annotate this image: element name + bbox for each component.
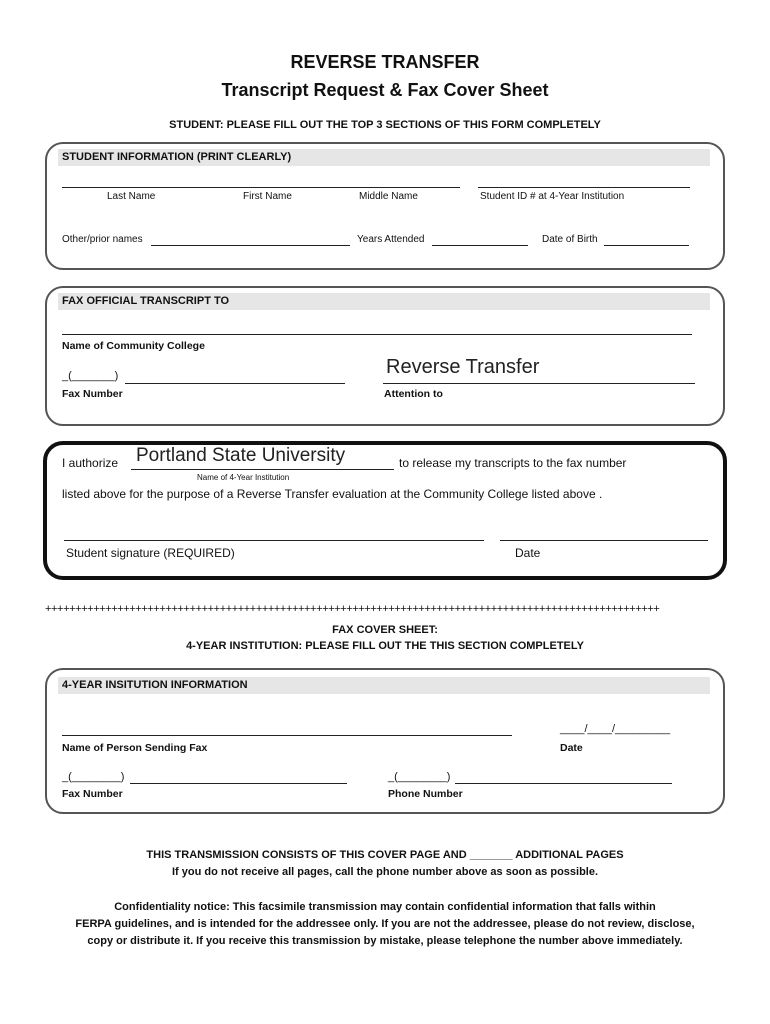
transmission-notice: THIS TRANSMISSION CONSISTS OF THIS COVER PAGE AND _______ ADDITIONAL PAGES — [146, 849, 624, 861]
date-blank[interactable]: ____/____/_________ — [560, 723, 671, 735]
person-field[interactable] — [62, 735, 512, 736]
years-attended-field[interactable] — [432, 245, 528, 246]
release-text: to release my transcripts to the fax number — [399, 456, 627, 470]
dob-field[interactable] — [604, 245, 689, 246]
inst-date-label: Date — [560, 742, 583, 754]
auth-date-field[interactable] — [500, 540, 708, 541]
form-title: REVERSE TRANSFER — [290, 52, 480, 72]
confidentiality-line-1: Confidentiality notice: This facsimile transmission may contain confidential information that falls within — [114, 901, 656, 913]
phone-area-code: _(________) — [388, 771, 451, 783]
person-label: Name of Person Sending Fax — [62, 742, 208, 754]
institution-field[interactable] — [131, 469, 394, 470]
last-name-label: Last Name — [107, 191, 156, 202]
fax-cover-title: FAX COVER SHEET: — [332, 624, 438, 636]
signature-label: Student signature (REQUIRED) — [66, 546, 235, 560]
institution-label: Name of 4-Year Institution — [197, 473, 290, 482]
middle-name-label: Middle Name — [359, 191, 418, 202]
first-name-label: First Name — [243, 191, 292, 202]
purpose-text: listed above for the purpose of a Reverse Transfer evaluation at the Community College listed above . — [62, 487, 603, 501]
inst-fax-area-code: _(________) — [62, 771, 125, 783]
student-id-label: Student ID # at 4-Year Institution — [480, 191, 625, 202]
community-college-field[interactable] — [62, 334, 692, 335]
inst-fax-field[interactable] — [130, 783, 347, 784]
years-attended-label: Years Attended — [357, 234, 425, 245]
dob-label: Date of Birth — [542, 234, 598, 245]
fax-transcript-heading: FAX OFFICIAL TRANSCRIPT TO — [58, 293, 710, 310]
name-field[interactable] — [62, 187, 460, 188]
student-info-heading: STUDENT INFORMATION (PRINT CLEARLY) — [58, 149, 710, 166]
confidentiality-line-3: copy or distribute it. If you receive this transmission by mistake, please telephone the number above immediately. — [87, 935, 683, 947]
attention-value[interactable]: Reverse Transfer — [386, 356, 540, 378]
phone-field[interactable] — [455, 783, 672, 784]
institution-info-heading: 4-YEAR INSITUTION INFORMATION — [58, 677, 710, 694]
authorize-text: I authorize — [62, 456, 119, 470]
attention-label: Attention to — [384, 388, 443, 400]
fax-area-code: _(_______) — [62, 370, 119, 382]
other-names-field[interactable] — [151, 245, 350, 246]
community-college-label: Name of Community College — [62, 340, 205, 352]
form-subtitle: Transcript Request & Fax Cover Sheet — [221, 80, 549, 100]
student-id-field[interactable] — [478, 187, 690, 188]
fax-number-field[interactable] — [125, 383, 345, 384]
other-names-label: Other/prior names — [62, 234, 143, 245]
inst-fax-label: Fax Number — [62, 788, 123, 800]
signature-field[interactable] — [64, 540, 484, 541]
missing-pages-notice: If you do not receive all pages, call the phone number above as soon as possible. — [171, 866, 599, 878]
separator-line: ++++++++++++++++++++++++++++++++++++++++++++++++++++++++++++++++++++++++++++++++++++++++++++++++++++++ — [45, 603, 660, 615]
fax-cover-instruction: 4-YEAR INSTITUTION: PLEASE FILL OUT THE THIS SECTION COMPLETELY — [186, 640, 584, 652]
confidentiality-line-2: FERPA guidelines, and is intended for the addressee only. If you are not the addressee, please do not review, disclose, — [75, 918, 695, 930]
institution-value[interactable]: Portland State University — [136, 445, 346, 466]
auth-date-label: Date — [515, 546, 541, 560]
student-instruction: STUDENT: PLEASE FILL OUT THE TOP 3 SECTIONS OF THIS FORM COMPLETELY — [169, 119, 601, 131]
attention-field[interactable] — [383, 383, 695, 384]
phone-label: Phone Number — [388, 788, 463, 800]
fax-number-label: Fax Number — [62, 388, 123, 400]
